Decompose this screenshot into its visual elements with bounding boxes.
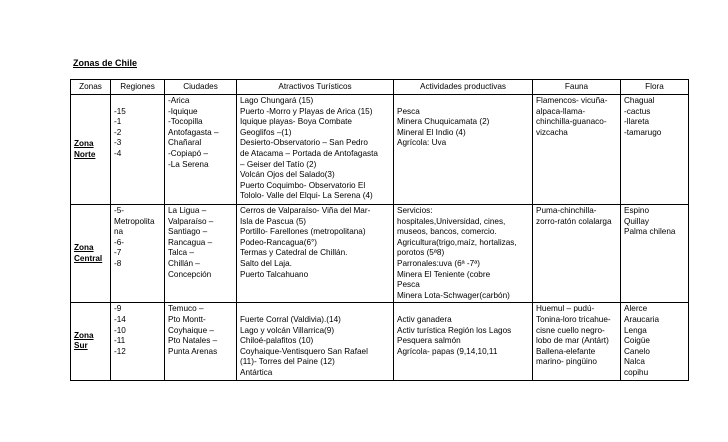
ciudades-line: Coyhaique – [168,325,214,335]
atractivos-line: Desierto-Observatorio – San Pedro [240,138,368,148]
ciudades-line: -La Serena [168,159,209,169]
zone-line: Zona [74,330,94,340]
header-actividades: Actividades productivas [394,80,533,95]
cell-ciudades [165,95,237,205]
ciudades-line: Temuco – [168,304,204,314]
atractivos-line: Tololo- Valle del Elqui- La Serena (4) [240,191,373,201]
flora-line: Canelo [624,346,650,356]
regiones-line: -4 [114,148,122,158]
actividades-line: Minera Chuquicamata (2) [397,117,490,127]
flora-line: -tamarugo [624,127,662,137]
regiones-line: -6- [114,237,125,247]
header-atractivos: Atractivos Turísticos [237,80,394,95]
cell-ciudades [165,205,237,303]
cell-flora [621,95,689,205]
cell-atractivos [237,205,394,303]
cell-ciudades [165,303,237,380]
atractivos-line: Lago y volcán Villarrica(9) [240,325,335,335]
ciudades-line: La Ligua – [168,206,207,215]
ciudades-line: Valparaíso – [168,216,214,226]
atractivos-line: Podeo-Rancagua(6°) [240,237,318,247]
atractivos-line: Fuerte Corral (Valdivia).(14) [240,314,341,324]
zone-line: Central [74,253,103,263]
flora-line: Nalca [624,357,645,367]
fauna-line: lobo de mar (Antárt) [536,336,609,346]
flora-line: Lenga [624,325,647,335]
ciudades-line: -Arica [168,96,190,105]
header-regiones: Regiones [111,80,165,95]
ciudades-line: -Copiapó – [168,148,209,158]
flora-line: -llareta [624,117,650,127]
ciudades-line: -Tocopilla [168,117,203,127]
atractivos-line: Salto del Laja. [240,258,292,268]
regiones-line: -11 [114,336,126,346]
atractivos-line: Iquique playas- Boya Combate [240,117,352,127]
fauna-line: Puma-chinchilla- [536,206,597,215]
atractivos-line: Puerto Talcahuano [240,269,309,279]
actividades-line: Pesca [397,280,420,290]
atractivos-line: Volcán Ojos del Salado(3) [240,170,335,180]
ciudades-line: Rancagua – [168,237,213,247]
cell-regiones [111,205,165,303]
actividades-line: Agrícola: Uva [397,138,447,148]
atractivos-line: Antártica [240,367,273,377]
cell-atractivos [237,95,394,205]
cell-zone [71,205,111,303]
actividades-line: hospitales,Universidad, cines, [397,216,506,226]
atractivos-line: Chiloé-palafitos (10) [240,336,314,346]
ciudades-line: Pto Natales – [168,336,218,346]
zone-line: Zona [74,243,94,253]
cell-actividades [394,303,533,380]
page-title: Zonas de Chile [73,58,138,68]
atractivos-line: Isla de Pascua (5) [240,216,306,226]
regiones-line: -9 [114,304,122,314]
cell-regiones [111,303,165,380]
actividades-line [397,304,529,315]
ciudades-line: Concepción [168,269,212,279]
atractivos-line: Cerros de Valparaíso- Viña del Mar- [240,206,371,215]
flora-line: Palma chilena [624,227,676,237]
cell-zone [71,303,111,380]
actividades-line: Servicios: [397,206,433,215]
atractivos-line: Puerto -Morro y Playas de Arica (15) [240,106,373,116]
zona-central-row [71,205,689,303]
header-ciudades: Ciudades [165,80,237,95]
actividades-line: Mineral El Indio (4) [397,127,466,137]
atractivos-line: Geoglifos –(1) [240,127,292,137]
cell-regiones [111,95,165,205]
actividades-line: porotos (5ª8) [397,248,445,258]
fauna-line: Tonina-loro tricahue- [536,314,611,324]
zone-line: Zona [74,138,94,148]
regiones-line: na [114,227,124,237]
atractivos-line: Coyhaique-Ventisquero San Rafael [240,346,368,356]
actividades-line: Pesca [397,106,420,116]
flora-line: Alerce [624,304,648,314]
ciudades-line: Chillán – [168,258,200,268]
ciudades-line: Chañaral [168,138,202,148]
fauna-line: chinchilla-guanaco- [536,117,607,127]
zones-table [70,79,689,381]
atractivos-line: – Geiser del Tatío (2) [240,159,317,169]
fauna-line: Huemul – pudú- [536,304,595,314]
atractivos-line: Termas y Catedral de Chillán. [240,248,348,258]
ciudades-line: Pto Montt- [168,314,206,324]
atractivos-line: Lago Chungará (15) [240,96,314,105]
regiones-line: -7 [114,248,122,258]
actividades-line: Minera Lota-Schwager(carbón) [397,290,510,300]
flora-line: -cactus [624,106,651,116]
cell-flora [621,205,689,303]
ciudades-line: Antofagasta – [168,127,219,137]
regiones-line: -3 [114,138,122,148]
ciudades-line: Santiago – [168,227,208,237]
fauna-line: cisne cuello negro- [536,325,605,335]
header-zonas: Zonas [71,80,111,95]
cell-actividades [394,205,533,303]
actividades-line: Activ ganadera [397,314,452,324]
flora-line: Quillay [624,216,650,226]
atractivos-line: de Atacama – Portada de Antofagasta [240,148,378,158]
cell-fauna [533,303,621,380]
header-fauna: Fauna [533,80,621,95]
cell-actividades [394,95,533,205]
flora-line: Araucaria [624,314,660,324]
actividades-line: Agrícola- papas (9,14,10,11 [397,346,498,356]
cell-atractivos [237,303,394,380]
regiones-line: -12 [114,346,126,356]
zone-line: Sur [74,341,88,351]
header-flora: Flora [621,80,689,95]
fauna-line: zorro-ratón colalarga [536,216,612,226]
fauna-line: Flamencos- vicuña- [536,96,608,105]
regiones-line: -8 [114,258,122,268]
zone-line: Norte [74,149,96,159]
flora-line: Chagual [624,96,655,105]
actividades-line: Parronales:uva (6ª -7ª) [397,258,480,268]
header-row [71,80,689,95]
actividades-line: Agricultura(trigo,maíz, hortalizas, [397,237,517,247]
ciudades-line: Punta Arenas [168,346,218,356]
fauna-line: marino- pingüino [536,357,597,367]
cell-zone [71,95,111,205]
fauna-line: Ballena-elefante [536,346,596,356]
cell-fauna [533,95,621,205]
actividades-line [397,96,529,107]
fauna-line: vizcacha [536,127,568,137]
zona-norte-row [71,95,689,205]
flora-line: copihu [624,367,649,377]
regiones-line: Metropolita [114,216,155,226]
cell-flora [621,303,689,380]
atractivos-line: Portillo- Farellones (metropolitana) [240,227,366,237]
zona-sur-row [71,303,689,380]
regiones-line: -5- [114,206,125,215]
flora-line: Espino [624,206,650,215]
actividades-line: Pesquera salmón [397,336,461,346]
flora-line: Coigüe [624,336,650,346]
ciudades-line: Talca – [168,248,194,258]
atractivos-line: (11)- Torres del Paine (12) [240,357,335,367]
ciudades-line: -Iquique [168,106,198,116]
fauna-line: alpaca-llama- [536,106,586,116]
atractivos-line: Puerto Coquimbo- Observatorio El [240,180,366,190]
regiones-line [114,96,161,107]
cell-fauna [533,205,621,303]
regiones-line: -2 [114,127,122,137]
actividades-line: museos, bancos, comercio. [397,227,497,237]
regiones-line: -10 [114,325,126,335]
atractivos-line [240,304,390,315]
regiones-line: -1 [114,117,122,127]
regiones-line: -14 [114,314,126,324]
regiones-line: -15 [114,106,126,116]
actividades-line: Minera El Teniente (cobre [397,269,491,279]
actividades-line: Activ turística Región los Lagos [397,325,512,335]
